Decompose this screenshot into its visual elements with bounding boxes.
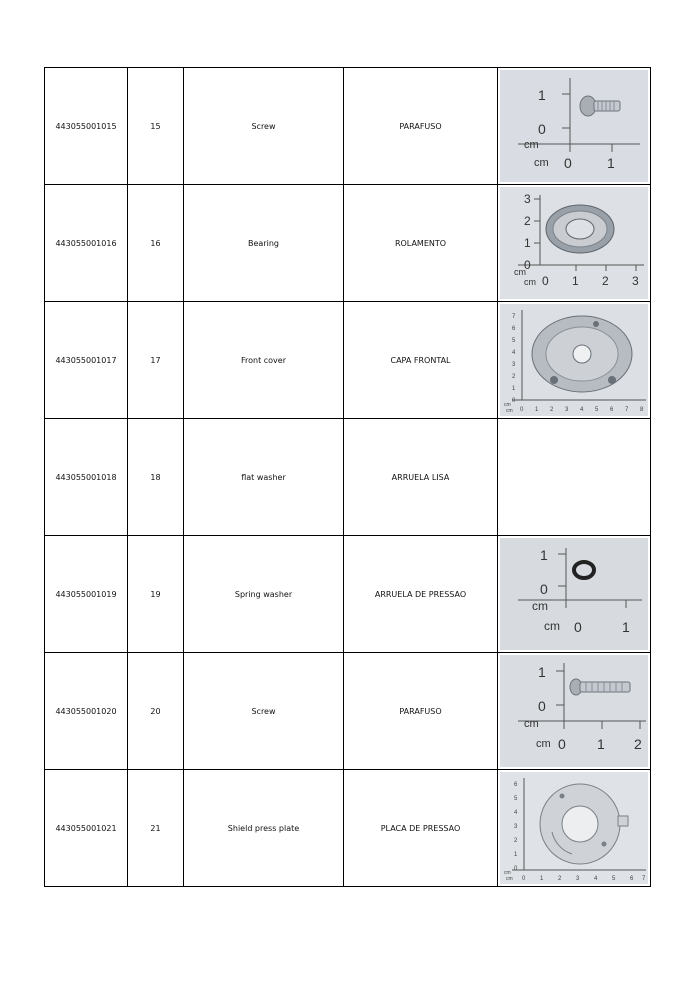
ruler-x-tick: 3 — [565, 407, 569, 413]
part-photo-cell — [498, 302, 651, 419]
ruler-x-tick: 8 — [640, 407, 644, 413]
ruler-y-tick: 7 — [512, 314, 516, 320]
ruler-x-tick: 1 — [597, 736, 605, 752]
ruler-x-tick: 6 — [630, 876, 634, 882]
description-en: Spring washer — [184, 536, 344, 653]
ruler-y-tick: 1 — [524, 236, 531, 250]
ruler-x-tick: 1 — [535, 407, 539, 413]
description-en: Shield press plate — [184, 770, 344, 887]
ruler-y-tick: 1 — [512, 386, 516, 392]
item-number: 21 — [128, 770, 184, 887]
ruler-y-tick: 6 — [512, 326, 516, 332]
ruler-unit: cm — [504, 870, 511, 876]
front-cover-icon — [532, 316, 632, 392]
item-number: 17 — [128, 302, 184, 419]
item-number: 16 — [128, 185, 184, 302]
ruler-y-tick: 1 — [540, 547, 548, 563]
part-code: 443055001020 — [45, 653, 128, 770]
ruler-y-tick: 3 — [524, 192, 531, 206]
part-photo-cell-empty — [498, 419, 651, 536]
ruler-x-tick: 5 — [612, 876, 616, 882]
ruler-x-tick: 1 — [622, 619, 630, 635]
ruler-y-tick: 1 — [538, 87, 546, 103]
bearing-icon — [546, 205, 614, 253]
table-row — [45, 419, 651, 536]
ruler-y-tick: 6 — [514, 782, 518, 788]
ruler-x-tick: 4 — [594, 876, 598, 882]
ruler-y-tick: 0 — [514, 866, 518, 872]
ruler-y-tick: 2 — [514, 838, 518, 844]
table-row — [45, 68, 651, 185]
ruler-x-tick: 1 — [607, 155, 615, 171]
part-photo — [500, 772, 648, 884]
part-code: 443055001019 — [45, 536, 128, 653]
ruler-y-tick: 0 — [538, 121, 546, 137]
ruler-unit: cm — [504, 402, 511, 408]
ruler-unit: cm — [514, 267, 526, 277]
item-number: 20 — [128, 653, 184, 770]
part-photo — [500, 655, 648, 767]
ruler-y-tick: 5 — [514, 796, 518, 802]
table-row — [45, 653, 651, 770]
table-row — [45, 536, 651, 653]
ruler-unit: cm — [524, 139, 539, 151]
ruler-x-tick: 3 — [576, 876, 580, 882]
ruler-x-tick: 7 — [642, 876, 646, 882]
ruler-x-tick: 0 — [564, 155, 572, 171]
description-pt: PARAFUSO — [344, 653, 498, 770]
description-pt: ARRUELA LISA — [344, 419, 498, 536]
part-photo-cell — [498, 68, 651, 185]
ruler-unit: cm — [506, 408, 513, 414]
part-code: 443055001021 — [45, 770, 128, 887]
ruler-y-tick: 1 — [538, 664, 546, 680]
ruler-y-tick: 3 — [514, 824, 518, 830]
parts-table — [44, 67, 651, 887]
ruler-unit: cm — [506, 876, 513, 882]
part-photo-cell — [498, 185, 651, 302]
ruler-unit: cm — [524, 718, 539, 730]
ruler-x-tick: 2 — [558, 876, 562, 882]
part-code: 443055001016 — [45, 185, 128, 302]
item-number: 15 — [128, 68, 184, 185]
ruler-unit: cm — [536, 738, 551, 750]
description-en: Bearing — [184, 185, 344, 302]
ruler-y-tick: 5 — [512, 338, 516, 344]
ruler-x-tick: 0 — [558, 736, 566, 752]
ruler-x-tick: 2 — [634, 736, 642, 752]
ruler-y-tick: 2 — [512, 374, 516, 380]
ruler-unit: cm — [524, 277, 536, 287]
ruler-y-tick: 0 — [512, 398, 516, 404]
description-pt: PARAFUSO — [344, 68, 498, 185]
ruler-x-tick: 0 — [542, 274, 549, 288]
part-photo — [500, 304, 648, 416]
part-photo-cell — [498, 653, 651, 770]
description-en: flat washer — [184, 419, 344, 536]
ruler-x-tick: 2 — [602, 274, 609, 288]
description-pt: ROLAMENTO — [344, 185, 498, 302]
ruler-x-tick: 4 — [580, 407, 584, 413]
ruler-y-tick: 0 — [524, 258, 531, 272]
part-photo — [500, 187, 648, 299]
table-row — [45, 770, 651, 887]
description-pt: CAPA FRONTAL — [344, 302, 498, 419]
part-code: 443055001018 — [45, 419, 128, 536]
ruler-x-tick: 0 — [520, 407, 524, 413]
ruler-unit: cm — [534, 157, 549, 169]
ruler-y-tick: 1 — [514, 852, 518, 858]
ruler-unit: cm — [544, 619, 560, 633]
ruler-x-tick: 7 — [625, 407, 629, 413]
ruler-x-tick: 0 — [522, 876, 526, 882]
part-code: 443055001015 — [45, 68, 128, 185]
ruler-x-tick: 6 — [610, 407, 614, 413]
description-en: Front cover — [184, 302, 344, 419]
ruler-x-tick: 5 — [595, 407, 599, 413]
description-en: Screw — [184, 653, 344, 770]
ruler-y-tick: 4 — [512, 350, 516, 356]
ruler-unit: cm — [532, 599, 548, 613]
ruler-x-tick: 1 — [540, 876, 544, 882]
description-pt: PLACA DE PRESSAO — [344, 770, 498, 887]
ruler-x-tick: 0 — [574, 619, 582, 635]
item-number: 19 — [128, 536, 184, 653]
ruler-y-tick: 4 — [514, 810, 518, 816]
part-photo-cell — [498, 536, 651, 653]
ruler-y-tick: 0 — [540, 581, 548, 597]
part-code: 443055001017 — [45, 302, 128, 419]
item-number: 18 — [128, 419, 184, 536]
part-photo-cell — [498, 770, 651, 887]
part-photo — [500, 70, 648, 182]
ruler-y-tick: 0 — [538, 698, 546, 714]
ruler-x-tick: 1 — [572, 274, 579, 288]
table-row — [45, 185, 651, 302]
part-photo — [500, 538, 648, 650]
table-row — [45, 302, 651, 419]
ruler-y-tick: 3 — [512, 362, 516, 368]
ruler-x-tick: 2 — [550, 407, 554, 413]
ruler-x-tick: 3 — [632, 274, 639, 288]
description-pt: ARRUELA DE PRESSAO — [344, 536, 498, 653]
ruler-y-tick: 2 — [524, 214, 531, 228]
description-en: Screw — [184, 68, 344, 185]
